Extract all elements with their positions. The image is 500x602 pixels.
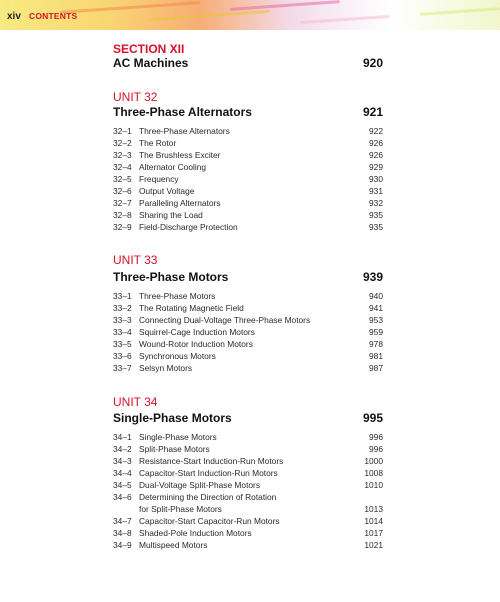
entry-number: 32–7 <box>113 198 132 208</box>
entry-title: Capacitor-Start Capacitor-Run Motors <box>139 516 280 526</box>
toc-entry <box>113 351 383 363</box>
entry-number: 33–1 <box>113 291 132 301</box>
entry-title: The Brushless Exciter <box>139 150 221 160</box>
entry-title: Three-Phase Motors <box>139 291 216 301</box>
running-head: CONTENTS <box>29 11 78 21</box>
unit-title: Three-Phase Alternators <box>113 105 252 119</box>
entry-number: 32–8 <box>113 210 132 220</box>
entry-page: 1017 <box>364 528 383 538</box>
entry-page: 978 <box>369 339 383 349</box>
unit-label: UNIT 32 <box>113 90 158 104</box>
entry-title: Frequency <box>139 174 179 184</box>
entry-number: 32–4 <box>113 162 132 172</box>
entry-page: 996 <box>369 432 383 442</box>
entry-title: The Rotating Magnetic Field <box>139 303 244 313</box>
entry-number: 32–2 <box>113 138 132 148</box>
entry-title: Synchronous Motors <box>139 351 216 361</box>
entry-title: Alternator Cooling <box>139 162 207 172</box>
entry-number: 34–1 <box>113 432 132 442</box>
toc-entry <box>113 126 383 138</box>
section-page-number: 920 <box>362 56 383 70</box>
entry-number: 34–8 <box>113 528 132 538</box>
entry-page: 1013 <box>364 504 383 514</box>
toc-entry <box>113 198 383 210</box>
toc-entry <box>113 456 383 468</box>
entry-number: 33–3 <box>113 315 132 325</box>
entry-page: 1000 <box>364 456 383 466</box>
entry-number: 32–6 <box>113 186 132 196</box>
section-title: AC Machines <box>113 56 189 70</box>
toc-entry <box>113 210 383 222</box>
entry-page: 922 <box>369 126 383 136</box>
unit-label: UNIT 33 <box>113 253 158 267</box>
entry-page: 953 <box>369 315 383 325</box>
entry-title: Determining the Direction of Rotation <box>139 492 277 502</box>
section-label: SECTION XII <box>113 42 185 56</box>
entry-number: 33–4 <box>113 327 132 337</box>
entry-title: Three-Phase Alternators <box>139 126 230 136</box>
entry-title: Wound-Rotor Induction Motors <box>139 339 253 349</box>
entry-number: 34–6 <box>113 492 132 502</box>
entry-number: 33–7 <box>113 363 132 373</box>
entry-title: Field-Discharge Protection <box>139 222 238 232</box>
entry-title: for Split-Phase Motors <box>139 504 222 514</box>
unit-page-number: 939 <box>362 270 383 284</box>
entry-page: 959 <box>369 327 383 337</box>
entry-title: Squirrel-Cage Induction Motors <box>139 327 255 337</box>
entry-number: 33–5 <box>113 339 132 349</box>
entry-page: 1008 <box>364 468 383 478</box>
entry-title: Paralleling Alternators <box>139 198 221 208</box>
entry-number: 33–6 <box>113 351 132 361</box>
toc-entry <box>113 315 383 327</box>
toc-entry <box>113 162 383 174</box>
entry-number: 34–3 <box>113 456 132 466</box>
entry-page: 987 <box>369 363 383 373</box>
entry-title: Resistance-Start Induction-Run Motors <box>139 456 284 466</box>
entry-page: 996 <box>369 444 383 454</box>
unit-title: Single-Phase Motors <box>113 411 232 425</box>
entry-page: 935 <box>369 222 383 232</box>
entry-page: 929 <box>369 162 383 172</box>
toc-entry <box>113 432 383 444</box>
entry-page: 1021 <box>364 540 383 550</box>
entry-number: 34–7 <box>113 516 132 526</box>
toc-entry <box>113 327 383 339</box>
entry-title: Selsyn Motors <box>139 363 193 373</box>
entry-number: 34–2 <box>113 444 132 454</box>
entry-page: 931 <box>369 186 383 196</box>
entry-page: 930 <box>369 174 383 184</box>
entry-number: 34–9 <box>113 540 132 550</box>
toc-entry <box>113 480 383 492</box>
toc-entry <box>113 291 383 303</box>
entry-title: The Rotor <box>139 138 177 148</box>
toc-entry <box>113 174 383 186</box>
entry-title: Output Voltage <box>139 186 195 196</box>
toc-entry <box>113 492 383 504</box>
entry-page: 932 <box>369 198 383 208</box>
toc-entry <box>113 363 383 375</box>
toc-entry <box>113 516 383 528</box>
entry-page: 935 <box>369 210 383 220</box>
entry-number: 33–2 <box>113 303 132 313</box>
entry-number: 32–9 <box>113 222 132 232</box>
entry-page: 926 <box>369 150 383 160</box>
entry-title: Multispeed Motors <box>139 540 208 550</box>
entry-page: 941 <box>369 303 383 313</box>
entry-title: Connecting Dual-Voltage Three-Phase Motors <box>139 315 311 325</box>
unit-page-number: 921 <box>362 105 383 119</box>
unit-title: Three-Phase Motors <box>113 270 229 284</box>
toc-entry <box>113 528 383 540</box>
unit-label: UNIT 34 <box>113 395 158 409</box>
toc-entry <box>113 339 383 351</box>
toc-entry <box>113 186 383 198</box>
toc-entry <box>113 138 383 150</box>
entry-page: 926 <box>369 138 383 148</box>
entry-number: 32–5 <box>113 174 132 184</box>
entry-number: 34–5 <box>113 480 132 490</box>
entry-page: 1014 <box>364 516 383 526</box>
entry-page: 1010 <box>364 480 383 490</box>
entry-title: Sharing the Load <box>139 210 203 220</box>
entry-title: Single-Phase Motors <box>139 432 217 442</box>
entry-title: Split-Phase Motors <box>139 444 210 454</box>
toc-entry <box>113 444 383 456</box>
entry-page: 981 <box>369 351 383 361</box>
toc-entry <box>113 303 383 315</box>
toc-entry <box>113 150 383 162</box>
toc-entry <box>113 222 383 234</box>
page-number: xiv <box>7 11 21 22</box>
entry-number: 32–1 <box>113 126 132 136</box>
entry-number: 32–3 <box>113 150 132 160</box>
toc-entry <box>113 504 383 516</box>
entry-number: 34–4 <box>113 468 132 478</box>
entry-title: Shaded-Pole Induction Motors <box>139 528 252 538</box>
toc-entry <box>113 468 383 480</box>
toc-entry <box>113 540 383 552</box>
unit-page-number: 995 <box>362 411 383 425</box>
entry-page: 940 <box>369 291 383 301</box>
entry-title: Capacitor-Start Induction-Run Motors <box>139 468 278 478</box>
entry-title: Dual-Voltage Split-Phase Motors <box>139 480 261 490</box>
